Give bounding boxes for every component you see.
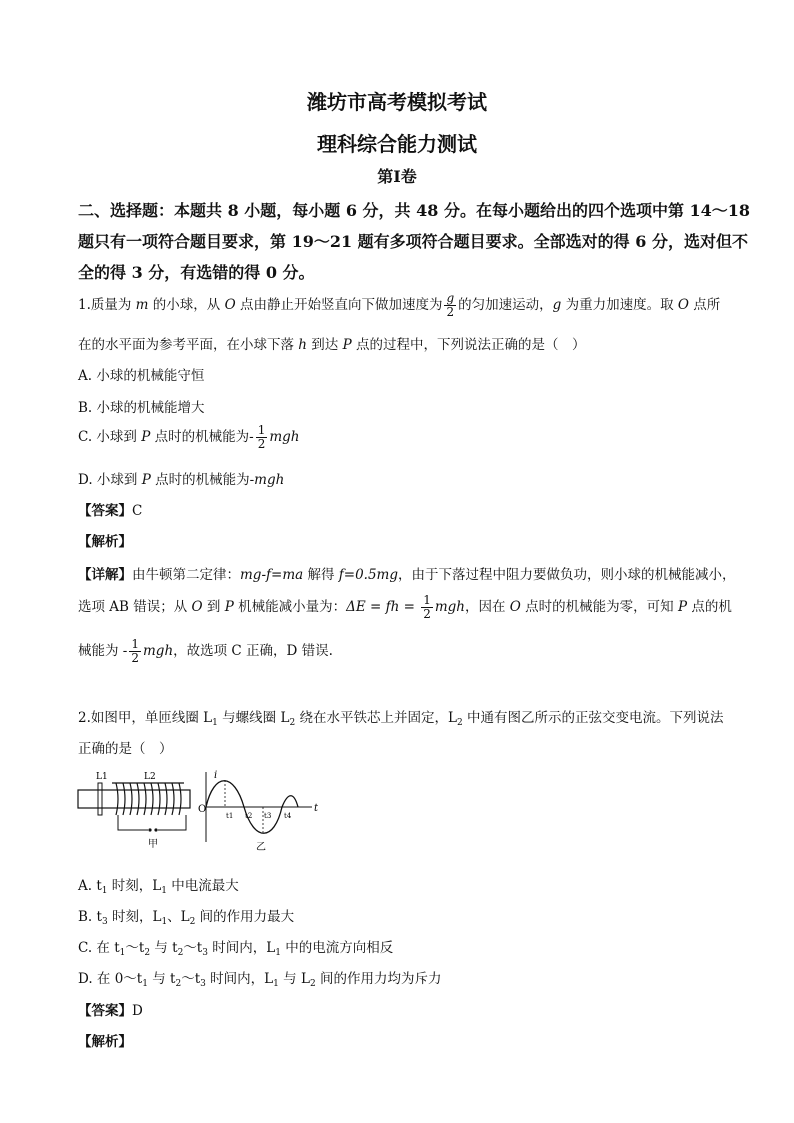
label-t4: t4 — [284, 812, 292, 820]
q1-option-c: C. 小球到 P 点时的机械能为- $\frac{1}{2}$ mgh — [78, 423, 300, 451]
label-t1: t1 — [226, 812, 234, 820]
q2-option-a: A. $t_1$ 时刻，$L_1$ 中电流最大 — [78, 878, 239, 896]
volume-label: 第I卷 — [377, 167, 417, 186]
q2-option-b: B. $t_3$ 时刻，$L_1$、$L_2$ 间的作用力最大 — [78, 909, 295, 927]
coil-circuit-wire — [118, 815, 186, 830]
label-jia: 甲 — [148, 839, 158, 850]
coil-l1 — [98, 783, 102, 815]
q1-answer: 【答案】C — [78, 503, 143, 519]
q1-analysis-label: 【解析】 — [78, 534, 132, 550]
q1-stem-line1: 1.质量为 m 的小球，从 O 点由静止开始竖直向下做加速度为 $\frac{g}{2}$ 的匀加速运动，g 为重力加速度。取 O 点所 — [78, 291, 721, 319]
q2-stem-line1: 2.如图甲，单匝线圈 $L_1$ 与螺线圈 $L_2$ 绕在水平铁芯上并固定，$L_2$ 中通有图乙所示的正弦交变电流。下列说法 — [78, 710, 724, 728]
label-t: t — [314, 803, 319, 814]
coil-l2 — [112, 783, 184, 815]
q2-option-d: D. 在 $0\sim t_1$ 与 $t_2\sim t_3$ 时间内，$L_1$ 与 $L_2$ 间的作用力均为斥力 — [78, 971, 442, 989]
q2-figure — [74, 768, 334, 858]
q1-stem-line2: 在的水平面为参考平面，在小球下落 h 到达 P 点的过程中，下列说法正确的是（ ） — [78, 337, 586, 353]
label-l1: L1 — [96, 772, 108, 782]
section-instructions-line2: 题只有一项符合题目要求，第 19～21 题有多项符合题目要求。全部选对的得 6 分，选对但不 — [78, 232, 748, 251]
q1-option-b: B. 小球的机械能增大 — [78, 400, 205, 416]
terminal-dot — [148, 828, 151, 831]
exam-title: 潍坊市高考模拟考试 — [307, 90, 487, 114]
q2-option-c: C. 在 $t_1\sim t_2$ 与 $t_2\sim t_3$ 时间内，$L_1$ 中的电流方向相反 — [78, 940, 394, 958]
label-t2: t2 — [245, 812, 253, 820]
q1-option-d: D. 小球到 P 点时的机械能为-mgh — [78, 472, 285, 488]
q2-analysis-label: 【解析】 — [78, 1034, 132, 1050]
g-over-2-fraction: $\frac{g}{2}$ — [446, 291, 455, 319]
q1-explanation-line1: 【详解】由牛顿第二定律：mg-f=ma 解得 f=0.5mg，由于下落过程中阻力要做负功，则小球的机械能减小， — [78, 567, 736, 583]
label-l2: L2 — [144, 772, 156, 782]
label-yi: 乙 — [256, 842, 266, 853]
q1-explanation-line2: 选项 AB 错误；从 O 到 P 机械能减小量为：ΔE = fh = $\frac{1}{2}$ mgh，因在 O 点时的机械能为零，可知 P 点的机 — [78, 593, 732, 621]
q2-stem-line2: 正确的是（ ） — [78, 741, 173, 757]
label-t3: t3 — [264, 812, 272, 820]
label-o: O — [198, 804, 207, 815]
label-i: i — [214, 770, 218, 781]
q2-answer: 【答案】D — [78, 1003, 143, 1019]
exam-subtitle: 理科综合能力测试 — [317, 132, 477, 156]
section-instructions-line1: 二、选择题：本题共 8 小题，每小题 6 分，共 48 分。在每小题给出的四个选项中第 14～18 — [78, 201, 751, 220]
q1-option-a: A. 小球的机械能守恒 — [78, 368, 205, 384]
section-instructions-line3: 全的得 3 分，有选错的得 0 分。 — [78, 263, 315, 282]
terminal-dot — [154, 828, 157, 831]
q1-explanation-line3: 械能为 - $\frac{1}{2}$ mgh，故选项 C 正确，D 错误. — [78, 637, 333, 665]
